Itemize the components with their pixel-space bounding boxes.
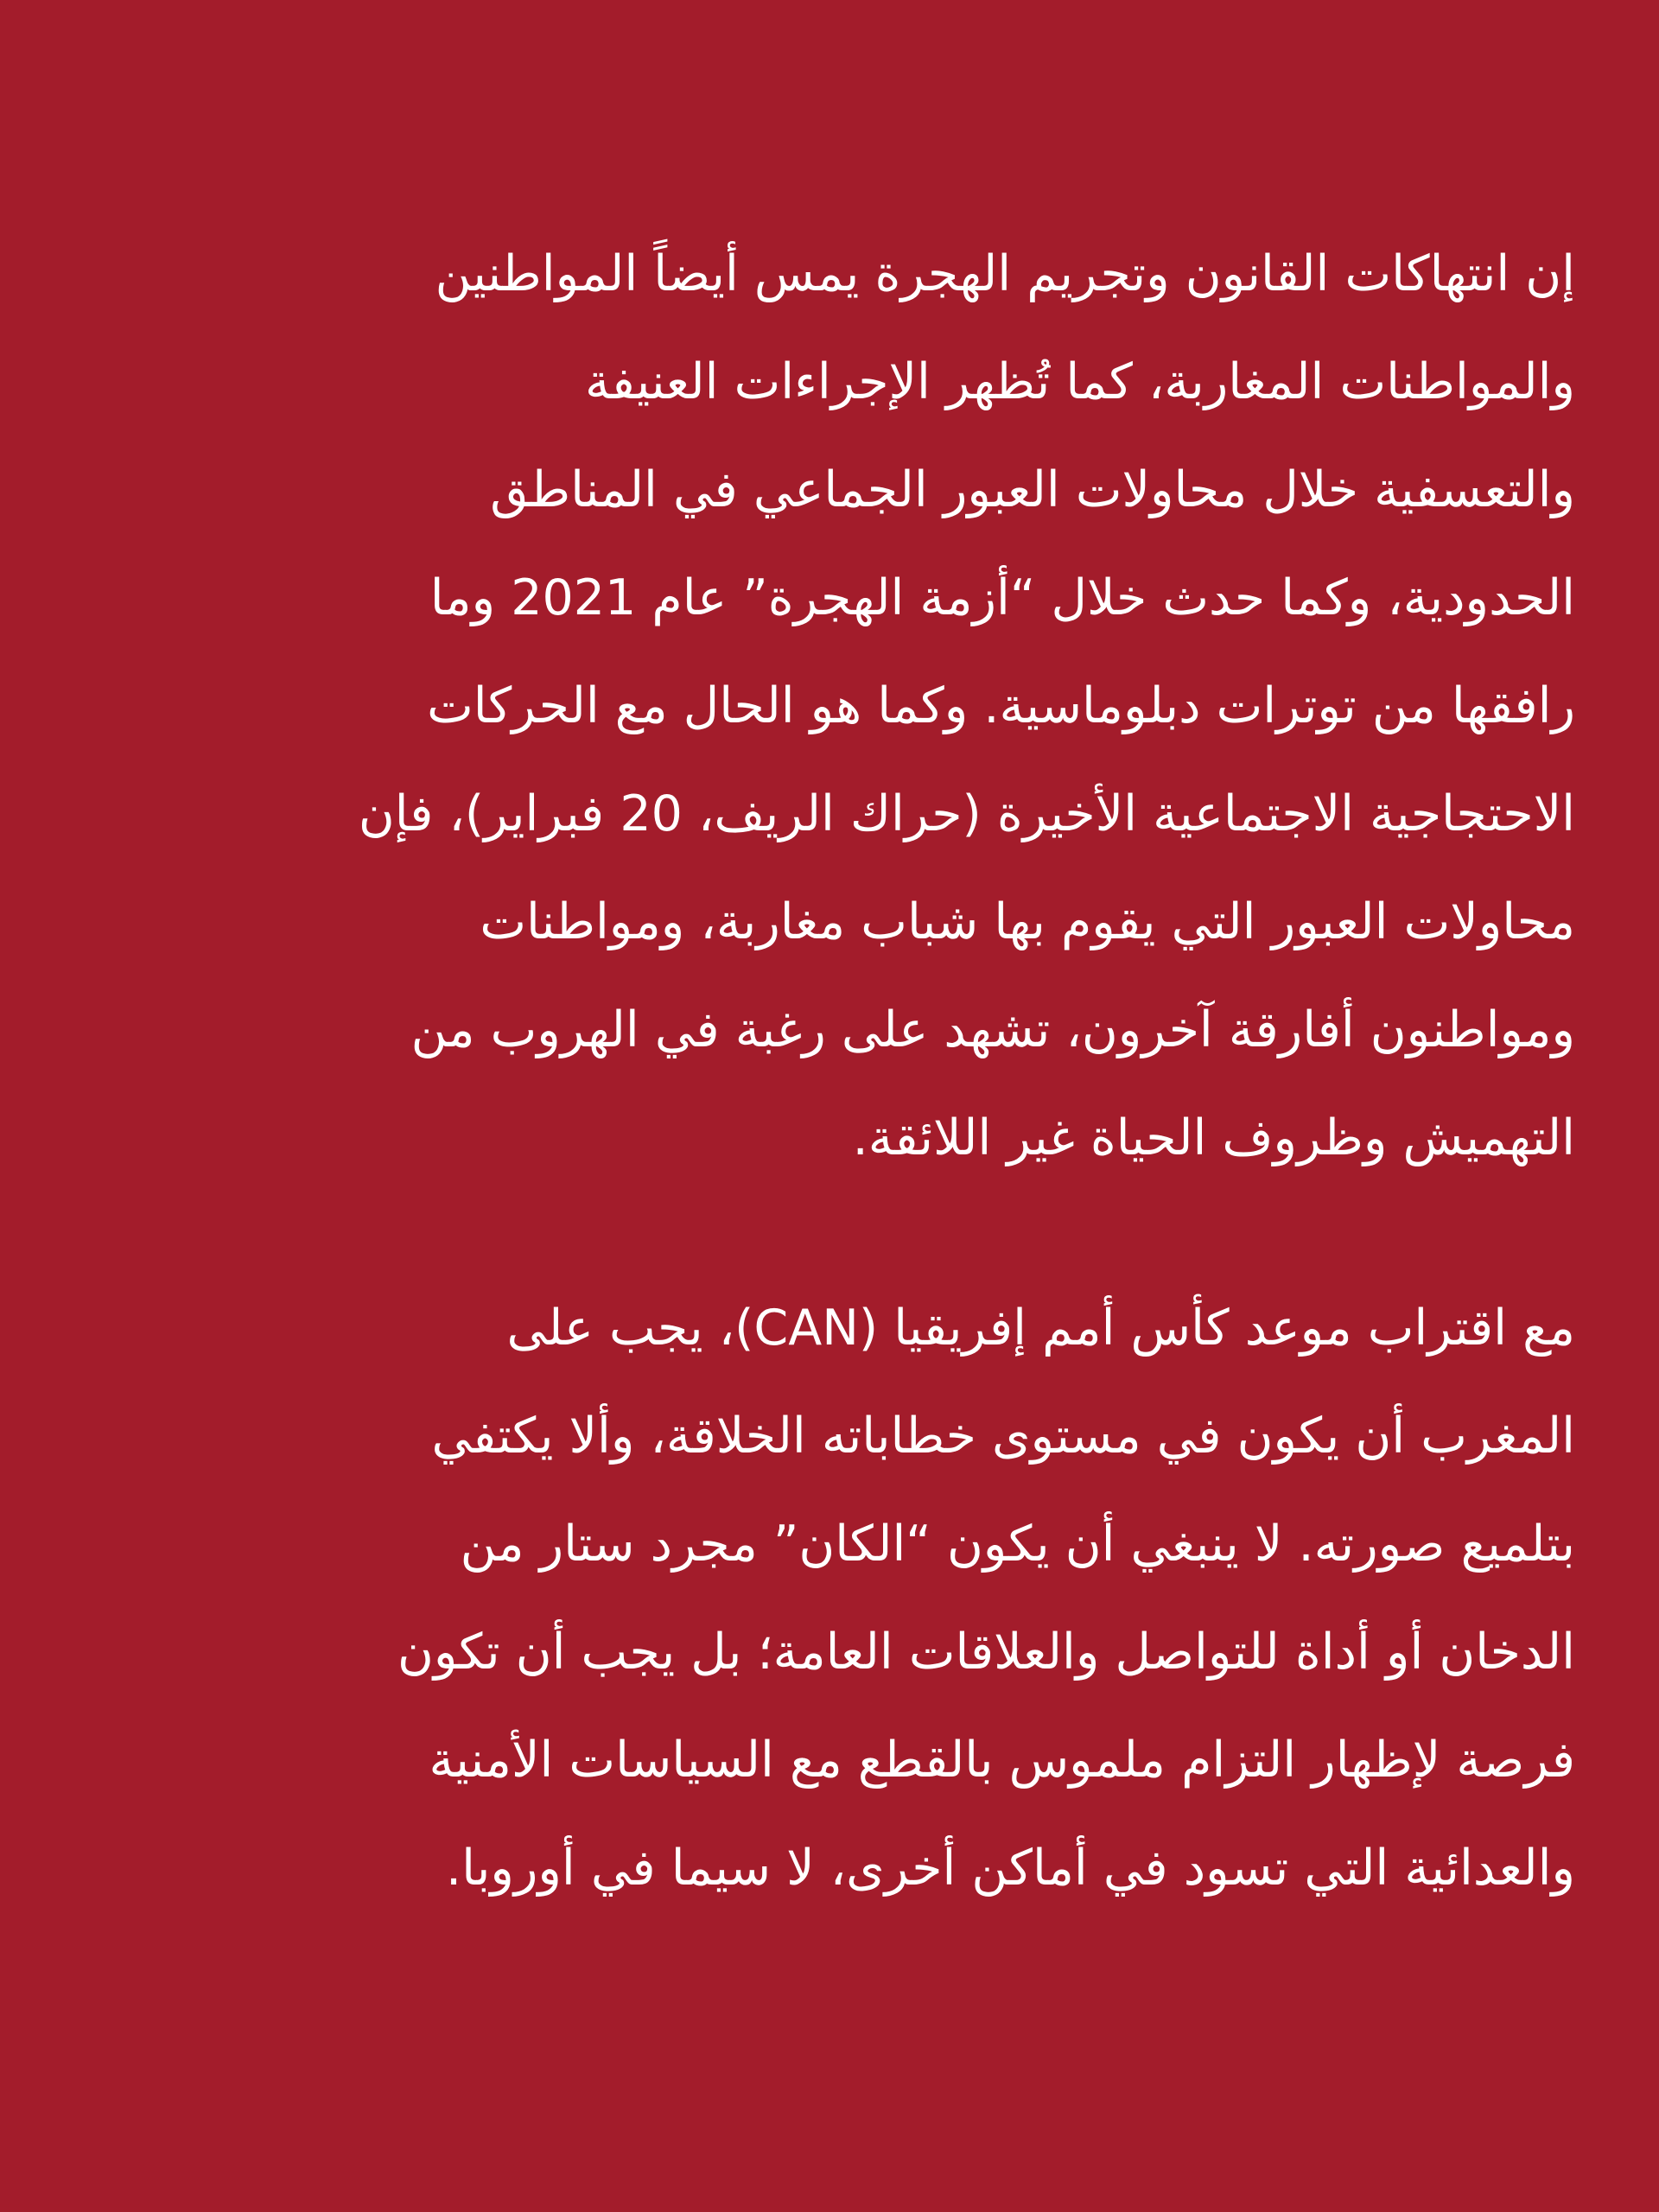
paragraph-line: والتعسفية خلال محاولات العبور الجماعي في المناطق — [490, 461, 1575, 518]
paragraph-line: المغرب أن يكون في مستوى خطاباته الخلاقة، وألا يكتفي — [431, 1408, 1575, 1465]
paragraph-line: الاحتجاجية الاجتماعية الأخيرة (حراك الريف، 20 فبراير)، فإن — [358, 785, 1575, 842]
paragraph-2 — [54, 1274, 1575, 1923]
paragraph-line: رافقها من توترات دبلوماسية. وكما هو الحال مع الحركات — [427, 677, 1575, 734]
paragraph-line: بتلميع صورته. لا ينبغي أن يكون “الكان” مجرد ستار من — [460, 1516, 1575, 1573]
paragraph-line: والمواطنات المغاربة، كما تُظهر الإجراءات العنيفة — [585, 353, 1575, 410]
paragraph-line: محاولات العبور التي يقوم بها شباب مغاربة، ومواطنات — [480, 893, 1575, 950]
paragraph-line: التهميش وظروف الحياة غير اللائقة. — [852, 1109, 1575, 1166]
paragraph-line: الحدودية، وكما حدث خلال “أزمة الهجرة” عام 2021 وما — [429, 569, 1575, 626]
paragraph-1 — [54, 220, 1575, 1192]
paragraph-line: إن انتهاكات القانون وتجريم الهجرة يمس أيضاً المواطنين — [435, 245, 1575, 302]
paragraph-line: فرصة لإظهار التزام ملموس بالقطع مع السياسات الأمنية — [429, 1732, 1575, 1789]
paragraph-line: والعدائية التي تسود في أماكن أخرى، لا سيما في أوروبا. — [446, 1840, 1575, 1897]
paragraph-line: ومواطنون أفارقة آخرون، تشهد على رغبة في الهروب من — [410, 1001, 1575, 1058]
paragraph-line: الدخان أو أداة للتواصل والعلاقات العامة؛ بل يجب أن تكون — [397, 1624, 1575, 1681]
paragraph-line: مع اقتراب موعد كأس أمم إفريقيا (CAN)، يجب على — [506, 1300, 1575, 1357]
